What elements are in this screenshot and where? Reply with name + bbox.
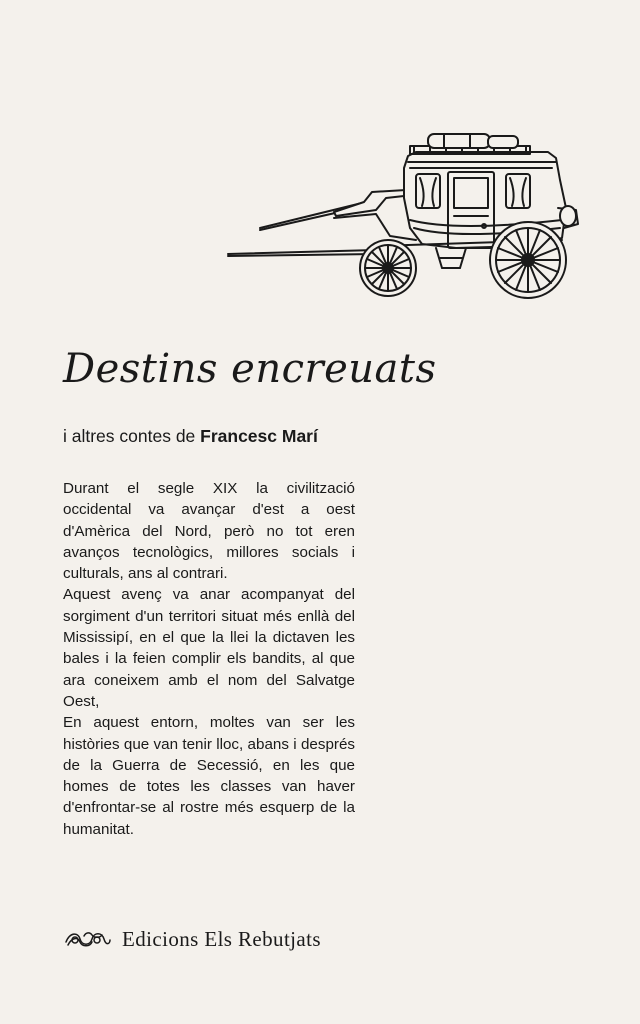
wave-logo-icon — [64, 928, 112, 950]
book-title: Destins encreuats — [63, 346, 437, 392]
stagecoach-illustration — [226, 128, 582, 300]
publisher-name: Edicions Els Rebutjats — [122, 926, 321, 951]
publisher-block — [64, 926, 321, 952]
subtitle-prefix: i altres contes de — [63, 426, 201, 446]
back-cover-blurb — [63, 478, 355, 840]
author-name: Francesc Marí — [200, 426, 318, 446]
blurb-paragraph-1: Durant el segle XIX la civilització occidental va avançar d'est a oest d'Amèrica del Nord, però no tot eren avanços tecnològics, millores socials i culturals, ans al contrari. — [63, 480, 355, 583]
book-subtitle — [63, 426, 318, 447]
blurb-paragraph-2: Aquest avenç va anar acompanyat del sorgiment d'un territori situat més enllà del Mississipí, en el que la llei la dictaven les bales i la feien complir els bandits, al que ara coneixem amb el nom del Salvatge Oest, — [63, 586, 355, 710]
blurb-paragraph-3: En aquest entorn, moltes van ser les històries que van tenir lloc, abans i després de la Guerra de Secessió, en les que homes de totes les classes van haver d'enfrontar-se al rostre més esquerp de la humanitat. — [63, 714, 355, 838]
